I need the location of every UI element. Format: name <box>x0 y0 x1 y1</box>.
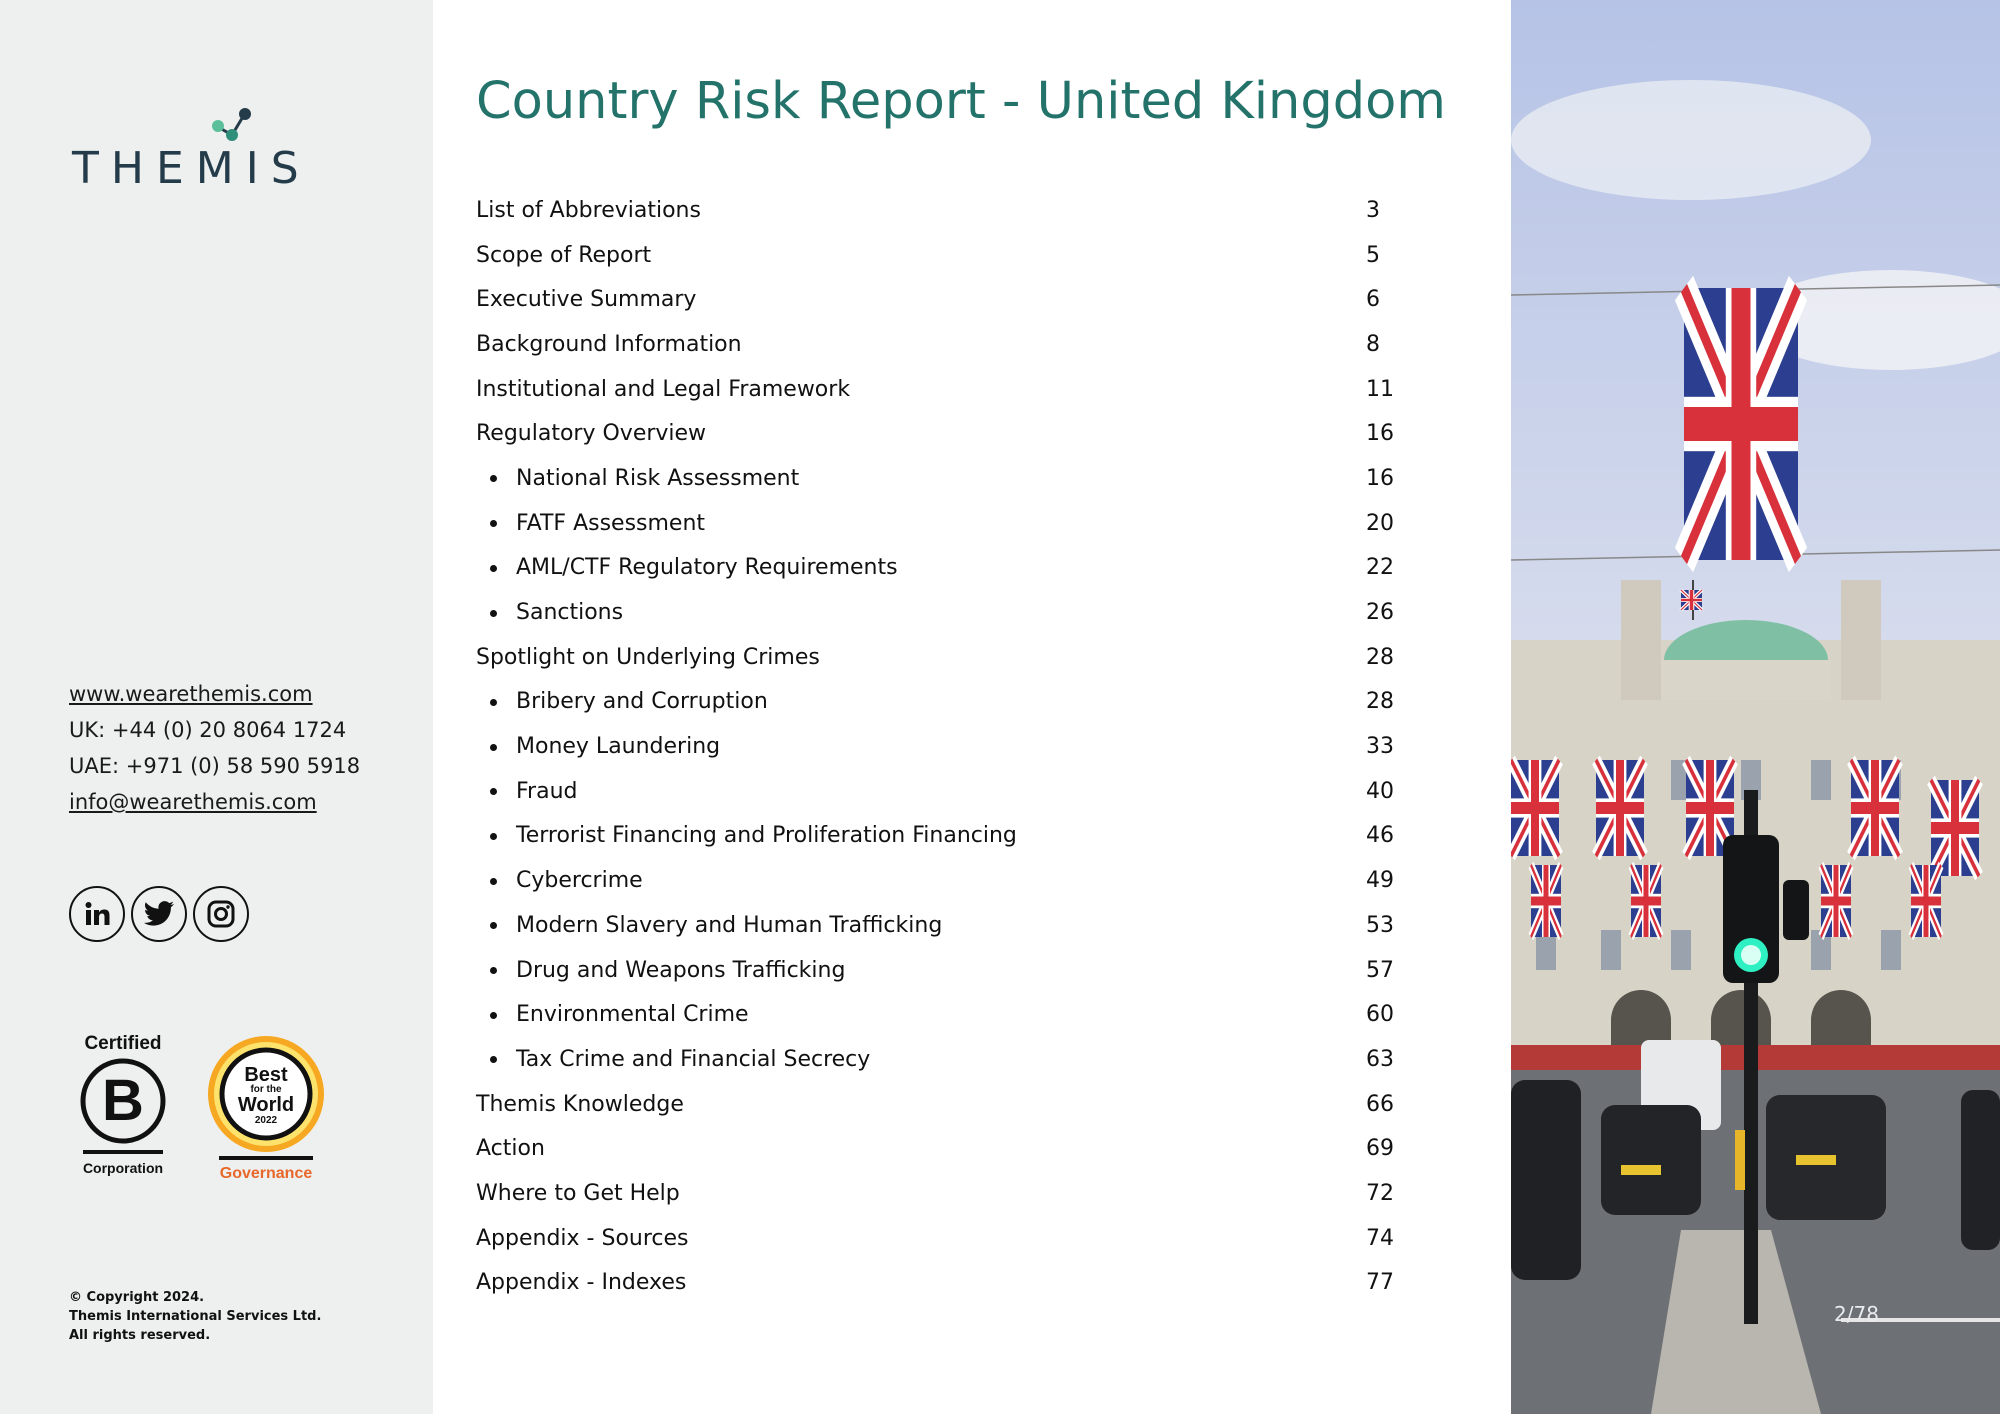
toc-label: AML/CTF Regulatory Requirements <box>476 555 898 580</box>
toc-subitem[interactable] <box>476 814 1406 859</box>
report-title: Country Risk Report - United Kingdom <box>476 72 1446 131</box>
best-year: 2022 <box>254 1115 278 1126</box>
toc-subitem[interactable] <box>476 724 1406 769</box>
toc-item[interactable] <box>476 367 1406 412</box>
copyright <box>69 1288 321 1345</box>
toc-label: Terrorist Financing and Proliferation Financing <box>476 823 1017 848</box>
toc-page-number: 16 <box>1366 421 1394 447</box>
toc-page-number: 60 <box>1366 1002 1394 1028</box>
toc-label: Money Laundering <box>476 734 720 759</box>
toc-page-number: 66 <box>1366 1091 1394 1117</box>
toc-label: Scope of Report <box>476 242 652 268</box>
toc-label: Modern Slavery and Human Trafficking <box>476 913 942 938</box>
toc-subitem[interactable] <box>476 992 1406 1037</box>
toc-label: Drug and Weapons Trafficking <box>476 958 845 983</box>
toc-subitem[interactable] <box>476 456 1406 501</box>
themis-logo[interactable] <box>72 105 311 195</box>
toc-page-number: 57 <box>1366 957 1394 983</box>
website-link[interactable]: www.wearethemis.com <box>69 682 313 706</box>
toc-subitem[interactable] <box>476 858 1406 903</box>
toc-page-number: 46 <box>1366 823 1394 849</box>
linkedin-icon[interactable] <box>69 886 125 942</box>
toc-item[interactable] <box>476 322 1406 367</box>
toc-label: Institutional and Legal Framework <box>476 376 851 402</box>
toc-label: Tax Crime and Financial Secrecy <box>476 1047 870 1072</box>
toc-page-number: 3 <box>1366 197 1380 223</box>
toc-item[interactable] <box>476 1261 1406 1306</box>
toc-item[interactable] <box>476 411 1406 456</box>
toc-item[interactable] <box>476 1126 1406 1171</box>
email-link[interactable]: info@wearethemis.com <box>69 790 317 814</box>
toc-page-number: 16 <box>1366 465 1394 491</box>
toc-page-number: 28 <box>1366 644 1394 670</box>
toc-page-number: 26 <box>1366 600 1394 626</box>
contact-block <box>69 676 360 820</box>
best-line3: World <box>237 1094 295 1116</box>
toc-label: Appendix - Indexes <box>476 1270 687 1296</box>
bcorp-top-label: Certified <box>84 1033 162 1054</box>
logo-text: THEMIS <box>72 143 311 194</box>
toc-page-number: 8 <box>1366 331 1380 357</box>
toc-subitem[interactable] <box>476 948 1406 993</box>
toc-page-number: 74 <box>1366 1225 1394 1251</box>
toc-subitem[interactable] <box>476 1037 1406 1082</box>
toc-page-number: 69 <box>1366 1136 1394 1162</box>
toc-label: Spotlight on Underlying Crimes <box>476 644 820 670</box>
london-street-photo <box>1511 0 2000 1414</box>
toc-subitem[interactable] <box>476 903 1406 948</box>
toc-page-number: 11 <box>1366 376 1394 402</box>
toc-subitem[interactable] <box>476 590 1406 635</box>
best-line1: Best <box>244 1064 288 1086</box>
toc-page-number: 49 <box>1366 868 1394 894</box>
certification-badges <box>78 1032 338 1182</box>
toc-item[interactable] <box>476 188 1406 233</box>
toc-label: Regulatory Overview <box>476 421 707 447</box>
best-line2: for the <box>250 1084 282 1095</box>
toc-item[interactable] <box>476 277 1406 322</box>
toc-page-number: 40 <box>1366 778 1394 804</box>
copyright-line2: Themis International Services Ltd. <box>69 1309 322 1324</box>
toc-page-number: 53 <box>1366 912 1394 938</box>
toc-item[interactable] <box>476 1216 1406 1261</box>
toc-page-number: 28 <box>1366 689 1394 715</box>
toc-label: Where to Get Help <box>476 1180 680 1206</box>
toc-page-number: 5 <box>1366 242 1380 268</box>
toc-item[interactable] <box>476 1082 1406 1127</box>
toc-item[interactable] <box>476 233 1406 278</box>
copyright-line3: All rights reserved. <box>69 1328 211 1343</box>
best-for-world-badge-icon <box>206 1032 326 1182</box>
toc-item[interactable] <box>476 635 1406 680</box>
bcorp-bottom-label: Corporation <box>82 1160 164 1176</box>
toc-page-number: 33 <box>1366 734 1394 760</box>
toc-page-number: 77 <box>1366 1270 1394 1296</box>
sidebar <box>0 0 433 1414</box>
toc-label: National Risk Assessment <box>476 466 799 491</box>
toc-subitem[interactable] <box>476 769 1406 814</box>
instagram-icon[interactable] <box>193 886 249 942</box>
toc-subitem[interactable] <box>476 546 1406 591</box>
toc-label: Themis Knowledge <box>476 1091 684 1117</box>
uae-phone: UAE: +971 (0) 58 590 5918 <box>69 754 361 778</box>
toc-label: Bribery and Corruption <box>476 689 768 714</box>
toc-page-number: 63 <box>1366 1046 1394 1072</box>
best-category: Governance <box>219 1165 313 1182</box>
toc-page-number: 20 <box>1366 510 1394 536</box>
toc-item[interactable] <box>476 1171 1406 1216</box>
toc-subitem[interactable] <box>476 501 1406 546</box>
twitter-icon[interactable] <box>131 886 187 942</box>
toc-label: List of Abbreviations <box>476 197 701 223</box>
social-links <box>69 886 249 942</box>
page-indicator: 2/78 <box>1834 1302 1879 1326</box>
table-of-contents <box>476 188 1406 1305</box>
cover-photo <box>1511 0 2000 1414</box>
toc-label: Environmental Crime <box>476 1002 749 1027</box>
logo-mark-icon <box>72 105 292 145</box>
toc-label: Action <box>476 1136 545 1162</box>
toc-label: FATF Assessment <box>476 511 705 536</box>
toc-label: Cybercrime <box>476 868 643 893</box>
toc-subitem[interactable] <box>476 680 1406 725</box>
bcorp-letter: B <box>102 1068 144 1133</box>
toc-label: Background Information <box>476 331 742 357</box>
toc-page-number: 22 <box>1366 555 1394 581</box>
copyright-line1: © Copyright 2024. <box>69 1290 205 1305</box>
toc-label: Fraud <box>476 779 578 804</box>
uk-phone: UK: +44 (0) 20 8064 1724 <box>69 718 347 742</box>
toc-page-number: 6 <box>1366 287 1380 313</box>
toc-label: Executive Summary <box>476 287 697 313</box>
toc-page-number: 72 <box>1366 1180 1394 1206</box>
toc-label: Sanctions <box>476 600 623 625</box>
toc-label: Appendix - Sources <box>476 1225 689 1251</box>
